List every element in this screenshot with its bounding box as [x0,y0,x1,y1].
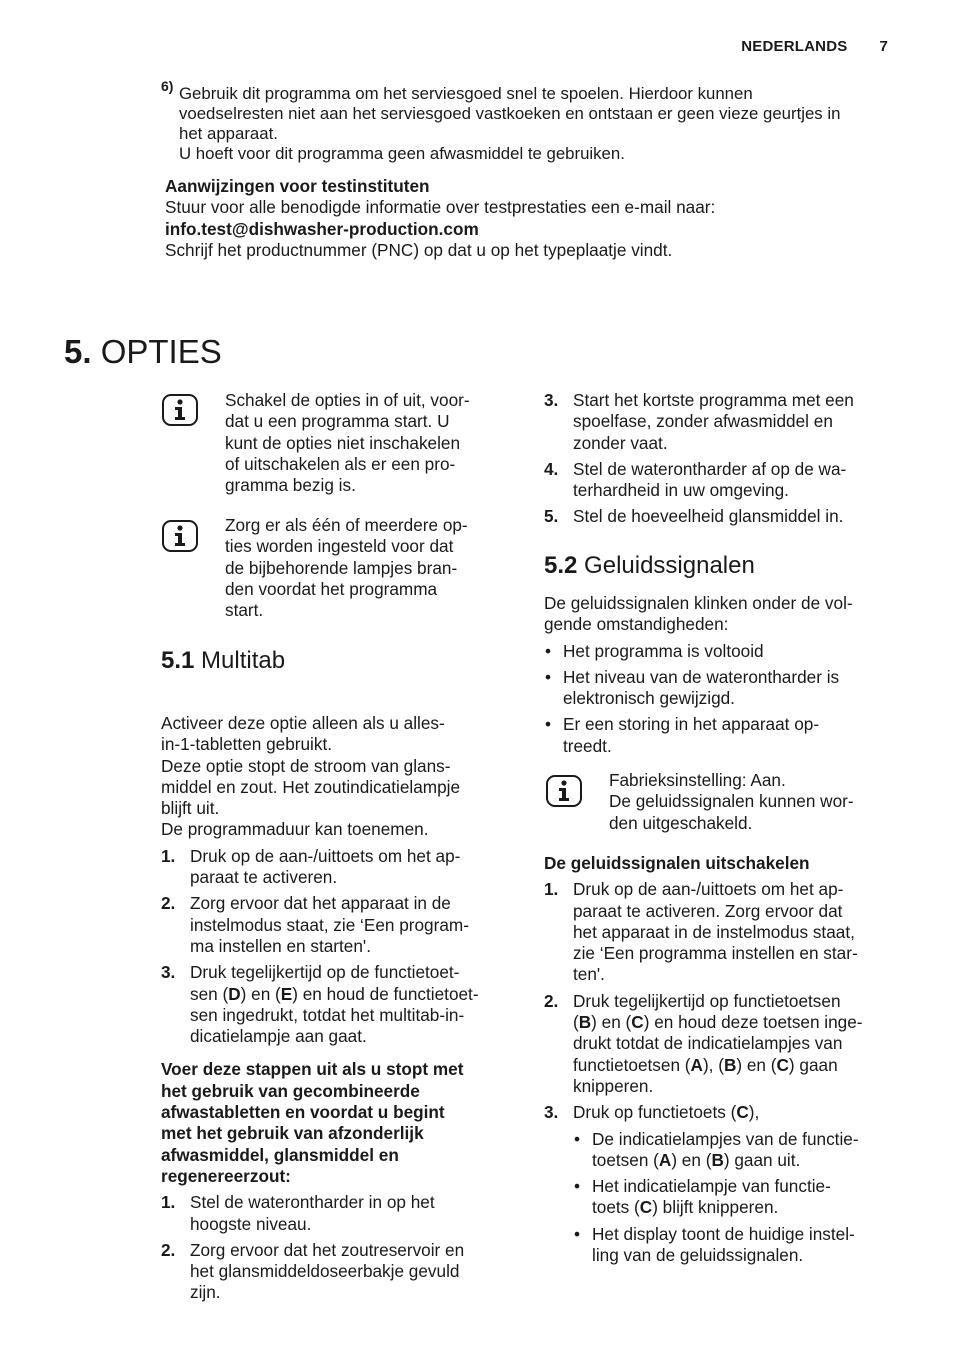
text-fragment: ) gaan [788,1054,838,1075]
step-number: 3. [161,962,176,983]
text-fragment: toetsen ( [592,1149,659,1170]
text-line [190,984,516,1005]
info-line: den voordat het programma [225,578,438,599]
header-language: NEDERLANDS [741,38,848,55]
text-fragment: sen ( [190,983,229,1004]
step-number: 2. [161,893,176,914]
text-line: Zorg ervoor dat het apparaat in de [190,893,451,914]
list-item [161,1240,516,1304]
info-line: den uitgeschakeld. [609,812,753,833]
text-fragment: ) en ( [240,983,281,1004]
text-line: regenereerzout: [161,1165,291,1186]
text-line: Stel de waterontharder in op het [190,1192,435,1213]
list-item [573,1224,904,1267]
key-label: D [228,983,241,1004]
key-label: E [280,983,293,1004]
text-line: drukt totdat de indicatielampjes van [573,1033,843,1054]
key-label: C [639,1197,653,1218]
right-column [544,390,904,533]
text-fragment: ), ( [702,1054,724,1075]
text-line: Zorg ervoor dat het zoutreservoir en [190,1239,465,1260]
list-item [544,991,904,1097]
text-line: zonder vaat. [573,432,668,453]
text-line: De programmaduur kan toenemen. [161,819,429,840]
info-note-text [225,515,515,621]
text-line: Stel de waterontharder af op de wa- [573,458,847,479]
text-line [573,1102,904,1123]
step-number: 1. [544,879,559,900]
info-icon [162,520,198,552]
text-line: zie ‘Een programma instellen en star- [573,943,858,964]
info-icon-glyph [164,522,196,550]
info-line: gramma bezig is. [225,475,356,496]
key-label: B [578,1012,592,1033]
list-item [544,879,904,985]
subsection-sound-title [544,551,755,581]
list-item [544,506,904,527]
key-label: C [776,1054,789,1075]
sound-disable-block [544,853,904,1271]
text-line: • Het indicatielampje van functie- [592,1176,831,1197]
sound-subheading: De geluidssignalen uitschakelen [544,853,810,873]
text-line: gende omstandigheden: [544,614,729,635]
info-icon [162,394,198,426]
text-fragment: functietoetsen ( [573,1054,691,1075]
text-line: • Het display toont de huidige instel- [592,1223,855,1244]
text-fragment: ) en ( [671,1149,712,1170]
text-line: met het gebruik van afzonderlijk [161,1123,424,1144]
info-line: kunt de opties niet inschakelen [225,432,461,453]
subsection-title-text: Geluidssignalen [584,552,755,579]
subsection-number: 5.2 [544,552,578,579]
text-line: • De indicatielampjes van de functie- [592,1128,859,1149]
sound-disable-steps [544,879,904,1266]
info-line: start. [225,600,264,621]
text-fragment: ), [748,1102,760,1123]
text-line: Stel de hoeveelheid glansmiddel in. [573,506,844,527]
text-line: Start het kortste programma met een [573,390,854,410]
text-line: De geluidssignalen klinken onder de vol- [544,593,853,613]
info-line: Schakel de opties in of uit, voor- [225,390,470,410]
text-line: het glansmiddeldoseerbakje gevuld [190,1261,460,1282]
text-line: ma instellen en starten'. [190,935,371,956]
text-fragment: ) en ( [736,1054,777,1075]
subsection-number: 5.1 [161,647,195,674]
list-item [544,714,904,757]
footnote-line: het apparaat. [179,124,278,143]
section-title-text: OPTIES [100,333,222,370]
step-number: 3. [544,1102,559,1123]
text-line: elektronisch gewijzigd. [563,688,735,709]
list-item [161,962,516,1047]
text-fragment: ) blijft knipperen. [652,1197,779,1218]
multitab-content [161,713,516,1309]
list-item [573,1176,904,1219]
footnote-text [179,84,899,164]
info-line: De geluidssignalen kunnen wor- [609,791,854,812]
multitab-steps-continued [544,390,904,528]
list-item [161,846,516,889]
text-line: ling van de geluidssignalen. [592,1245,804,1266]
text-fragment: ) gaan uit. [723,1149,801,1170]
test-notes-heading: Aanwijzingen voor testinstituten [165,176,430,196]
info-line: ties worden ingesteld voor dat [225,536,454,557]
text-line: sen ingedrukt, totdat het multitab-in- [190,1004,465,1025]
text-line: terhardheid in uw omgeving. [573,480,789,501]
info-line: de bijbehorende lampjes bran- [225,557,458,578]
sound-intro-block [544,593,904,762]
text-line: Druk tegelijkertijd op de functietoet- [190,962,460,983]
list-item [544,667,904,710]
text-line [573,1012,904,1033]
multitab-steps [161,846,516,1048]
text-line: Druk tegelijkertijd op functietoetsen [573,990,841,1011]
text-line: hoogste niveau. [190,1213,312,1234]
text-line: treedt. [563,735,612,756]
step-number: 1. [161,1192,176,1213]
text-line: paraat te activeren. [190,867,338,888]
test-notes-email[interactable]: info.test@dishwasher-production.com [165,218,479,239]
list-item [544,641,904,662]
text-line: Deze optie stopt de stroom van glans- [161,755,451,776]
text-fragment: ) en houd de functietoet- [292,983,479,1004]
key-label: C [736,1102,749,1123]
text-line: het apparaat in de instelmodus staat, [573,921,855,942]
footnote-line: Gebruik dit programma om het serviesgoed snel te spoelen. Hierdoor kunnen [179,84,753,103]
text-line: • Er een storing in het apparaat op- [563,714,820,735]
multitab-steps-after [161,1192,516,1303]
text-line: blijft uit. [161,798,220,819]
key-label: A [690,1054,703,1075]
text-line: Druk op de aan-/uittoets om het ap- [190,845,461,866]
text-fragment: ) en ( [591,1012,632,1033]
info-icon-glyph [548,777,580,805]
text-line: • Het niveau van de waterontharder is [563,666,840,687]
step-number: 2. [544,990,559,1011]
footnote-marker: 6) [161,78,174,94]
text-line [592,1197,904,1218]
text-fragment: ( [573,1012,579,1033]
page-number: 7 [879,38,888,55]
info-note-text [225,390,515,496]
text-line: in-1-tabletten gebruikt. [161,734,333,755]
text-line: ten'. [573,964,605,985]
text-line: paraat te activeren. Zorg ervoor dat [573,900,843,921]
info-line: dat u een programma start. U [225,411,450,432]
list-item [544,390,904,454]
text-fragment: toets ( [592,1197,640,1218]
section-number: 5. [64,333,92,370]
text-line: instelmodus staat, zie ‘Een program- [190,914,469,935]
section-title [64,332,222,372]
key-label: A [658,1149,672,1170]
text-line: • Het programma is voltooid [563,640,764,661]
list-item [161,893,516,957]
text-line: het gebruik van gecombineerde [161,1080,420,1101]
text-line: Voer deze stappen uit als u stopt met [161,1059,464,1080]
text-fragment: ) en houd deze toetsen inge- [643,1012,863,1033]
text-fragment: Druk op functietoets ( [573,1102,737,1123]
list-item [161,1192,516,1235]
text-line: spoelfase, zonder afwasmiddel en [573,411,833,432]
text-line: dicatielampje aan gaat. [190,1026,367,1047]
test-notes-line: Stuur voor alle benodigde informatie over testprestaties een e-mail naar: [165,197,716,218]
test-notes-line: Schrijf het productnummer (PNC) op dat u op het typeplaatje vindt. [165,239,673,260]
list-item [573,1129,904,1172]
text-line: zijn. [190,1282,221,1303]
footnote-line: voedselresten niet aan het serviesgoed vastkoeken en ontstaan er geen vieze geurtjes in [179,104,841,123]
sound-step3-bullets [573,1129,904,1267]
step-number: 4. [544,458,559,479]
text-line: afwasmiddel, glansmiddel en [161,1144,399,1165]
info-icon-glyph [164,396,196,424]
subsection-multitab-title [161,646,285,676]
list-item [544,1102,904,1266]
step-number: 2. [161,1239,176,1260]
step-number: 1. [161,845,176,866]
text-line: knipperen. [573,1075,654,1096]
test-institutes-notes [165,176,885,261]
multitab-bold-heading [161,1059,516,1187]
text-line: middel en zout. Het zoutindicatielampje [161,776,461,797]
footnote-line: U hoeft voor dit programma geen afwasmiddel te gebruiken. [179,144,625,163]
page-header [741,38,888,55]
info-line: Zorg er als één of meerdere op- [225,515,468,535]
sound-bullets [544,641,904,757]
info-line: of uitschakelen als er een pro- [225,453,456,474]
step-number: 5. [544,506,559,527]
key-label: B [711,1149,724,1170]
key-label: B [723,1054,737,1075]
subsection-title-text: Multitab [201,647,286,674]
step-number: 3. [544,390,559,410]
text-line: afwastabletten en voordat u begint [161,1102,445,1123]
text-line [592,1150,904,1171]
key-label: C [631,1012,644,1033]
list-item [544,459,904,502]
multitab-intro [161,713,516,841]
text-line [573,1055,904,1076]
info-icon [546,775,582,807]
info-note-text [609,770,904,834]
text-line: Druk op de aan-/uittoets om het ap- [573,879,844,900]
text-line: Activeer deze optie alleen als u alles- [161,713,445,733]
info-line: Fabrieksinstelling: Aan. [609,770,786,790]
